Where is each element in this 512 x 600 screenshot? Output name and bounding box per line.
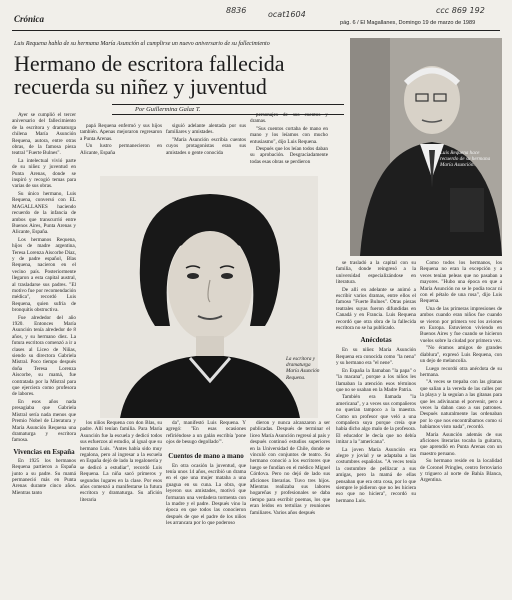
section-label: Crónica [14,14,45,24]
paragraph: Su único hermano, Luis Requena, conversó con EL MAGALLANES haciendo recuerdo de la infancia de ambos que transcurrió entre Buenos Aires, Punta Arenas y Alicante, España. [12,190,76,236]
paragraph: Después que los leían todos daban su aprobación. Desgraciadamente todas esas obras se perdieron [250,146,328,165]
article-title-line2: recuerda su niñez y juventud [14,74,267,99]
paragraph: se trasladó a la capital con su familia, donde reingresó a la universidad especializándose en literatura. [336,260,416,286]
subhead-vivencias: Vivencias en España [13,447,75,456]
paragraph: dieron y nunca alcanzaron a ser publicadas. Después de terminar el liceo María Asunción regresó al país y después continuó estudios superiores en la Universidad de Chile, donde se vinculó con conjuntos de teatro. Su hermano conoció a los escritores que luego se fundían en el médico Miguel Córdova. Pero no dejó de lado sus aficiones literarias. Tuvo tres hijos. Mientras realizaba sus labores hogareñas y profesionales se daba tiempo para escribir poemas, los que eran leídos en tertulias y reuniones familiares. Varios años después [250,420,330,516]
byline-rule-top [112,104,344,105]
paragraph: los niños Requena con don Blas, su padre. Allí tenían familia. Para María Asunción fue la escuela y dedicó todos sus esfuerzos al estudio, al igual que su hermano Luis. "Antes había sido muy regalona, pero al ingresar a la escuela en España dejó de lado la regalonería y se dedicó a estudiar", recordó Luis Requena. La niña sacó primeros y segundos lugares en la clase. Por esos años comenzó a manifestarse la futura escritora y dramaturga. Su afición literaria [80,420,162,503]
handwritten-note-right: ccc 869 192 [436,6,485,15]
paragraph: Una de las primeras impresiones de ambos cuando eran niños fue cuando se vieron por primera vez los aviones en Europa. Estuvieron viviendo en Buenos Aires y fue cuando se hicieron vuelos sobre la ciudad por primera vez. [420,305,502,344]
paragraph: Su hermano reside en la localidad de Coronel Pringles, centro ferroviario y triguero al norte de Bahía Blanca, Argentina. [420,458,502,484]
column-2-top [80,123,162,157]
page-info: pág. 6 / El Magallanes, Domingo 19 de marzo de 1989 [340,20,476,26]
paragraph: Ayer se cumplió el tercer aniversario del fallecimiento de la escritora y dramaturga chilena María Asunción Requena, autora, entre otras obras, de la famosa pieza teatral "Fuerte Bulnes". [12,112,76,157]
portrait-photo [100,176,318,418]
paragraph: En 1925 los hermanos Requena partieron a España junto a su padre. Su mamá permaneció más en Punta Arenas durante cinco años. Mientras tanto [12,457,76,496]
brother-photo-caption: Luis Requena hace recuerdo de su hermana María Asunción. [440,150,491,169]
column-3-top [166,123,246,157]
paragraph: De allí en adelante se animó a escribir varios dramas, entre ellos el famoso "Fuerte Bulnes". Otras piezas teatrales suyas fueron difundidas en Canadá y en Francia. Luis Requena recordó que otra obra de la fallecida escritora no se ha publicado. [336,286,416,332]
article-kicker: Luis Requena habla de su hermana María Asunción al cumplirse un nuevo aniversario de su fallecimiento [14,41,270,47]
column-4-bottom [250,420,330,517]
column-1 [12,112,76,497]
brother-photo [350,38,502,256]
paragraph: En otra ocasión la juventud, que tenía unos 14 años, escribió un drama en el que una mujer mataba a una guagua en su cuna. La obra, que leyeron sus amistades, motivó que formaran una verdadera tormenta con la madre y el padre. Después vino la época en que todos las conocieron después de que el padre de los niños les arrancara por lo que poderoso [166,462,246,527]
paragraph: Fue alrededor del año 1920. Entonces María Asunción tenía alrededor de 8 años, y su hermano diez. La futura escritora comenzó a ir a clases al Liceo de Niñas, siendo su directora Gabriela Mistral. Poco tiempo después doña Teresa Lorenza Aiscorbe, su mamá, fue contratada por la Mistral para que ejerciera como profesora de labores. [12,314,76,398]
byline: Por Guillermina Galaz T. [135,106,201,113]
column-6 [420,260,502,485]
paragraph: "No éramos amigos de grandes diablura", expresó Luis Requena, con un dejo de melancolía. [420,345,502,365]
paragraph: Luego recordó otra anécdota de su hermana. [420,365,502,378]
column-3-bottom [166,420,246,528]
paragraph: Un lustro permanecieron en Alicante, España [80,143,162,156]
paragraph: También era llamada "la americana", y a veces sus compañeros no querían tampoco a la maestra. Como un profesor que veló a una compañera suya porque creía que había dicho algo malo de la profesora. El educador le decía que no debía imitar a la "americana". [336,394,416,446]
handwritten-note-left: 8836 [226,6,247,15]
portrait-caption: La escritora y dramaturga María Asunción Requena. [286,356,320,381]
paragraph: siguió adelante alentada por sus familiares y amistades. [166,123,246,136]
paragraph: "A veces se trepaba con las gitanas que salían a la vereda de las calles por la playa y la seguían a las gitanas para que les adivinaran el porvenir, pero a veces la daban caso a sus patrones. Después naturalmente las ordenaban por lo que nos encontrábamos como si habíamos visto nada", recordó. [420,379,502,431]
column-2-bottom [80,420,162,504]
brother-image [350,38,502,256]
paragraph: da", manifestó Luis Requena. Y agregó: "En esas ocasiones refiriéndose a un galán escribía 'pone ojos de besugo degollado'". [166,420,246,446]
paragraph: Como todos los hermanos, los Requena no eran la excepción y a veces tenían peleas que no pasaban a mayores. "Hubo una época en que a María Asunción no se le podía tocar ni con el pétalo de una rosa", dijo Luis Requena. [420,260,502,305]
paragraph: En España la llamaban "la papa" o "la macana", porque a los niños les llamaban la atención esos términos que no se usaban en la Madre Patria. [336,367,416,393]
column-5 [336,260,416,505]
paragraph: La joven María Asunción era alegre y jovial y se adaptaba a las costumbres españolas. "A veces tenía la costumbre de pellizcar a sus amigas, pero la mamá de ellas pensaban que era otra cosa, por lo que siempre le pidieron que no les hiciera eso que no hiciera", recordó su hermano Luis. [336,446,416,504]
paragraph: María Asunción además de sus aficiones literarias tocaba la guitarra, que aprendió en Punta Arenas con un maestro peruano. [420,431,502,457]
paragraph: "Sus cuentos cortaba de mano en mano y los leíamos con mucho entusiasmo", dijo Luis Requena. [250,125,328,145]
article-title-line1: Hermano de escritora fallecida [14,51,285,76]
subhead-anecdotas: Anécdotas [360,336,392,345]
paragraph: Los hermanos Requena, hijos de madre argentina, Teresa Lorenza Aiscorbe Díaz, y de padre español, Blas Requena, nacieron en el vecino país. Posteriormente llegaron a esta capital austral, al trasladarse sus padres. "El motivo fue por recomendación médica", recordó Luis Requena, quien sufría de bronquitis obstructiva. [12,236,76,314]
paragraph: La intelectual vivió parte de su niñez y juventud en Punta Arenas, donde se inspiró y recogió temas para varias de sus obras. [12,157,76,190]
handwritten-note-mid: ocat1604 [268,10,306,19]
column-4-top [250,112,328,166]
paragraph: En su niñez María Asunción Requena era conocida como "la nena" y su hermano era "el nene". [336,347,416,367]
paragraph: personajes de sus cuentos y dramas. [250,112,328,125]
subhead-cuentos: Cuentos de mano a mano [168,451,244,460]
paragraph: "María Asunción escribía cuentos cuyos protagonistas eran sus amistades o gente conocida [166,136,246,156]
header-rule [12,30,500,31]
paragraph: papá Requena enfermó y sus hijos también. Apenas mejoraron regresaron a Punta Arenas. [80,123,162,142]
paragraph: En esos años nada presagiaba que Gabriela Mistral sería nada menos que Premio Nobel de Literatura y María Asunción Requena una dramaturga y escritora famosa. [12,398,76,444]
portrait-image [100,176,318,418]
